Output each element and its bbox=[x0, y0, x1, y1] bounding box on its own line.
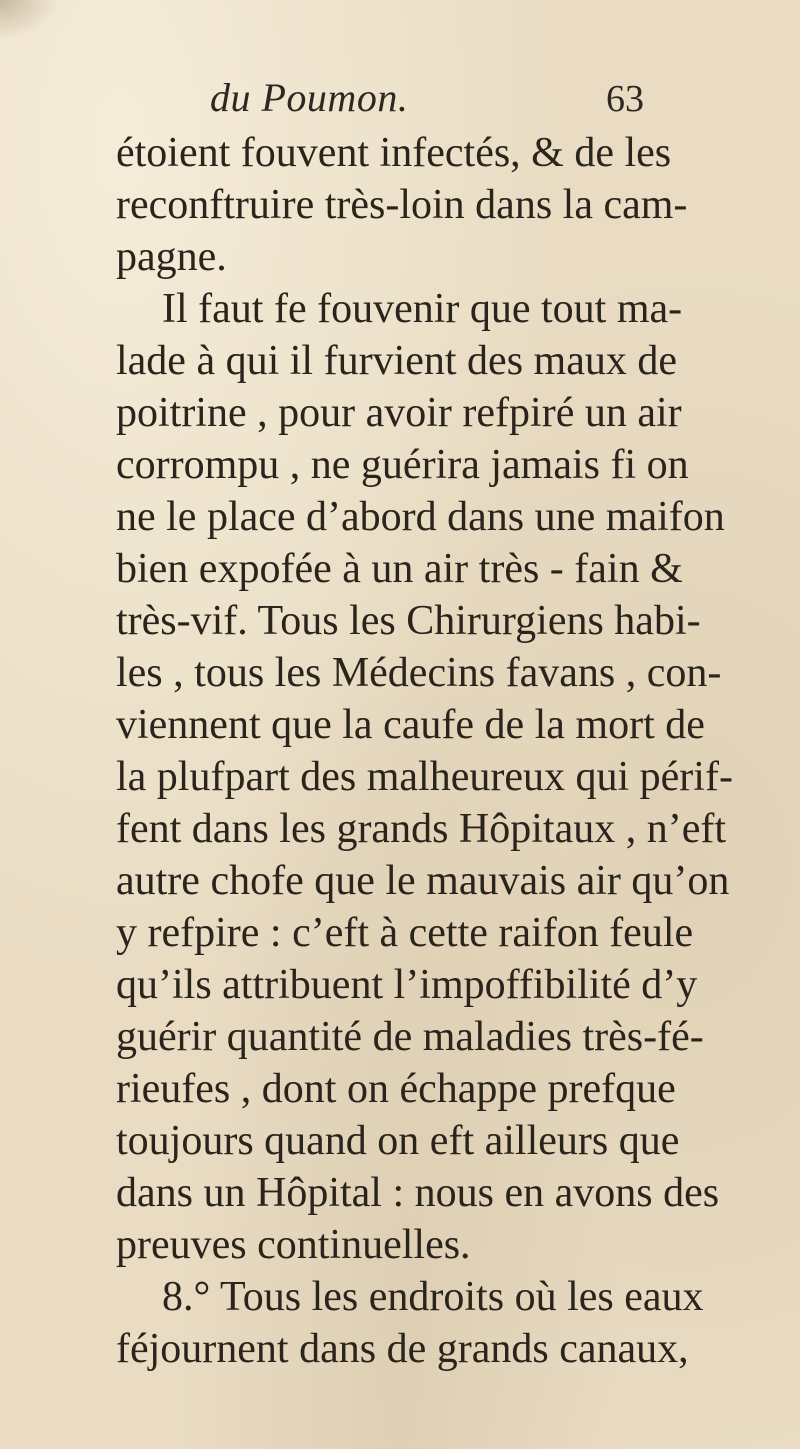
text-line: viennent que la caufe de la mort de bbox=[116, 702, 705, 748]
text-line: pagne. bbox=[116, 234, 227, 280]
text-line: guérir quantité de maladies très-fé- bbox=[116, 1014, 704, 1060]
text-line: les , tous les Médecins favans , con- bbox=[116, 650, 722, 696]
text-line: dans un Hôpital : nous en avons des bbox=[116, 1170, 720, 1216]
text-line: corrompu , ne guérira jamais fi on bbox=[116, 442, 689, 488]
text-line: lade à qui il furvient des maux de bbox=[116, 338, 677, 384]
text-line: reconftruire très-loin dans la cam- bbox=[116, 182, 688, 228]
text-line: toujours quand on eft ailleurs que bbox=[116, 1118, 680, 1164]
page-header bbox=[0, 70, 800, 130]
text-line: féjournent dans de grands canaux, bbox=[116, 1326, 689, 1372]
text-line: ne le place d’abord dans une maifon bbox=[116, 494, 725, 540]
text-line: rieufes , dont on échappe prefque bbox=[116, 1066, 676, 1112]
text-line: poitrine , pour avoir refpiré un air bbox=[116, 390, 682, 436]
page-corner-stain bbox=[0, 0, 60, 40]
text-line: la plufpart des malheureux qui périf- bbox=[116, 754, 733, 800]
text-line: preuves continuelles. bbox=[116, 1222, 471, 1268]
text-line: qu’ils attribuent l’impoffibilité d’y bbox=[116, 962, 698, 1008]
page-number: 63 bbox=[606, 78, 644, 120]
text-line: Il faut fe fouvenir que tout ma- bbox=[162, 286, 683, 332]
text-line: autre chofe que le mauvais air qu’on bbox=[116, 858, 730, 904]
text-line: très-vif. Tous les Chirurgiens habi- bbox=[116, 598, 701, 644]
text-line: bien expofée à un air très - fain & bbox=[116, 546, 683, 592]
running-title: du Poumon. bbox=[210, 75, 409, 120]
text-line: fent dans les grands Hôpitaux , n’eft bbox=[116, 806, 727, 852]
text-line: étoient fouvent infectés, & de les bbox=[116, 130, 672, 176]
text-line: 8.° Tous les endroits où les eaux bbox=[162, 1274, 704, 1320]
text-line: y refpire : c’eft à cette raifon feule bbox=[116, 910, 694, 956]
